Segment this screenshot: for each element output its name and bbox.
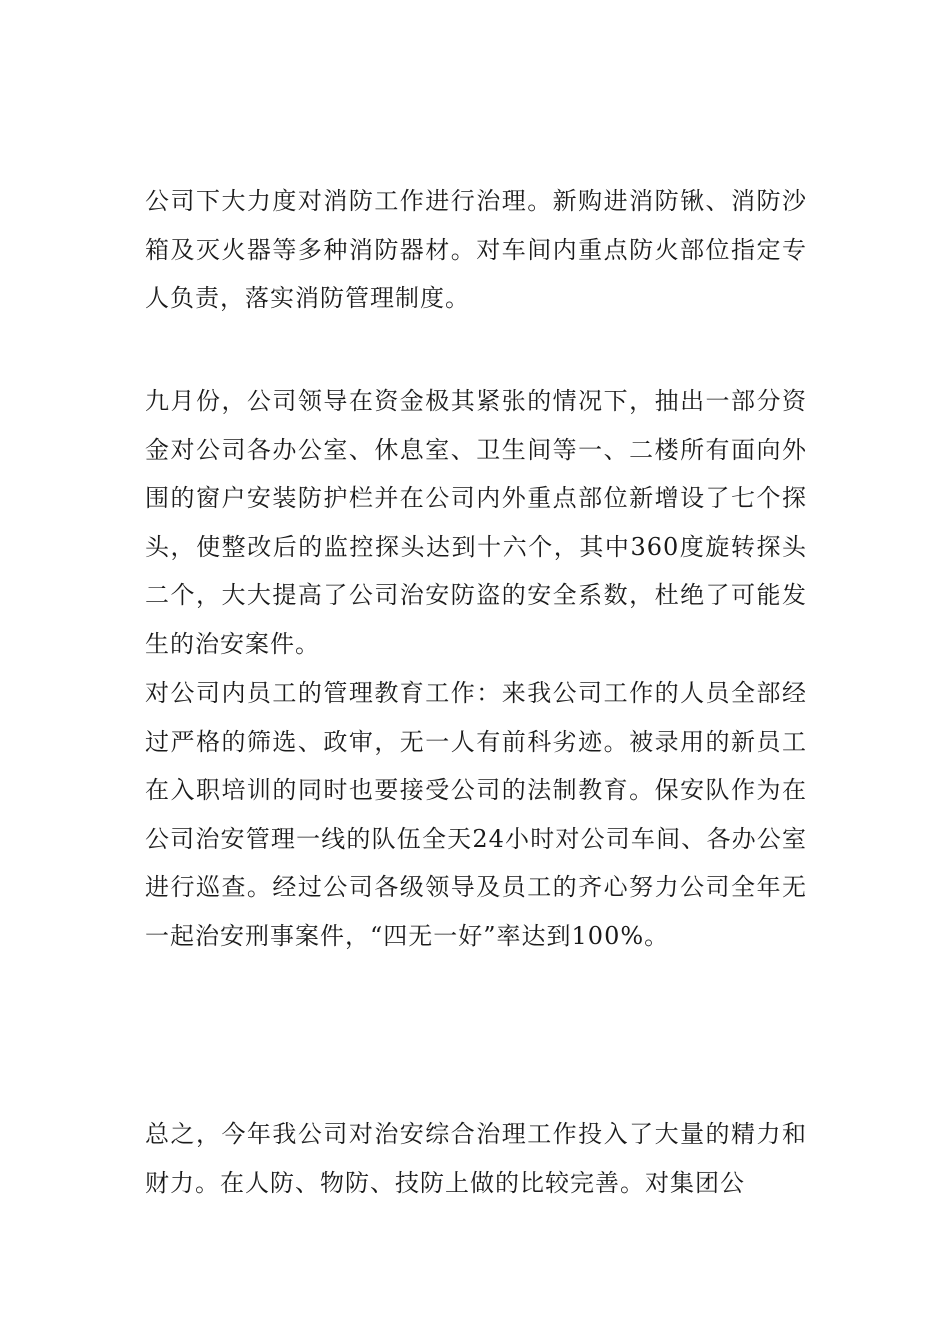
- paragraph-summary: 总之，今年我公司对治安综合治理工作投入了大量的精力和财力。在人防、物防、技防上做的比较完善。对集团公: [145, 1120, 807, 1197]
- paragraph-security-upgrade: 九月份，公司领导在资金极其紧张的情况下，抽出一部分资金对公司各办公室、休息室、卫生间等一、二楼所有面向外围的窗户安装防护栏并在公司内外重点部位新增设了七个探头，使整改后的监控探头达到十六个，其中360度旋转探头二个，大大提高了公司治安防盗的安全系数，杜绝了可能发生的治安案件。: [145, 387, 807, 658]
- paragraph-fire-safety: 公司下大力度对消防工作进行治理。新购进消防锹、消防沙箱及灭火器等多种消防器材。对车间内重点防火部位指定专人负责，落实消防管理制度。: [145, 187, 807, 312]
- paragraph-staff-education: 对公司内员工的管理教育工作：来我公司工作的人员全部经过严格的筛选、政审，无一人有前科劣迹。被录用的新员工在入职培训的同时也要接受公司的法制教育。保安队作为在公司治安管理一线的队伍全天24小时对公司车间、各办公室进行巡查。经过公司各级领导及员工的齐心努力公司全年无一起治安刑事案件，“四无一好”率达到100%。: [145, 679, 807, 950]
